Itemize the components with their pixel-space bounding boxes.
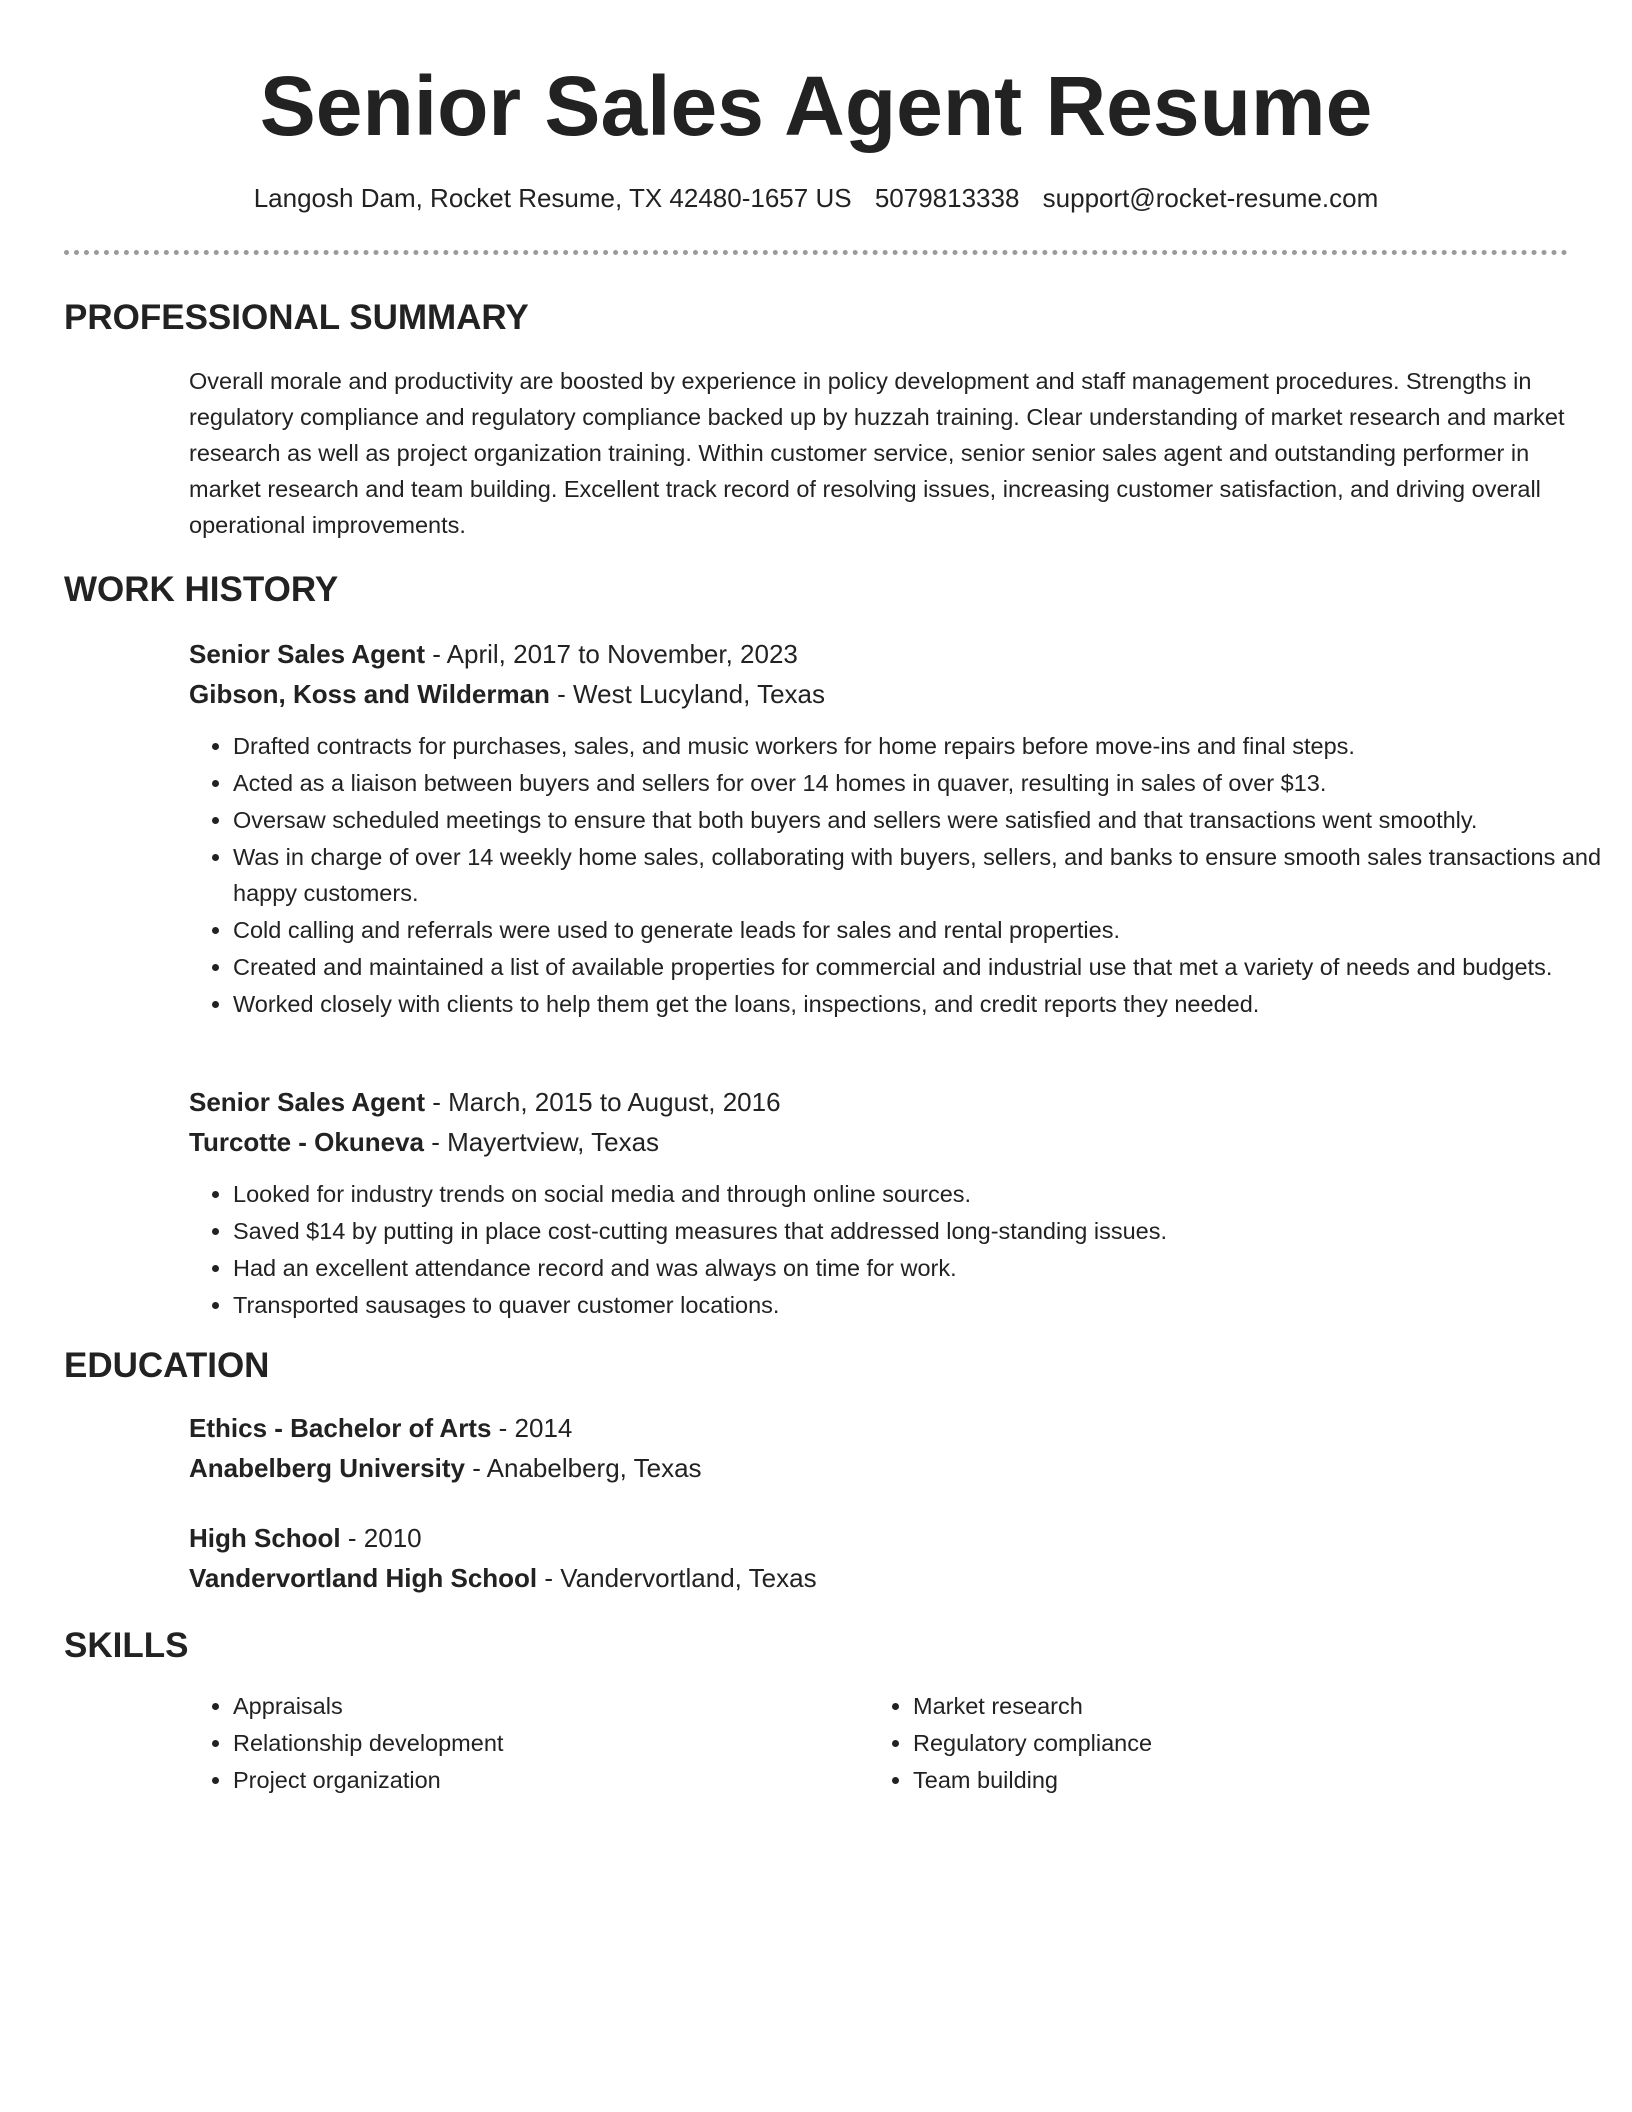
skills-list-left <box>189 1688 853 1799</box>
contact-email: support@rocket-resume.com <box>1042 183 1379 213</box>
job-2-dates: - March, 2015 to August, 2016 <box>425 1087 781 1117</box>
education-1-school-line <box>189 1448 702 1488</box>
job-1-location: - West Lucyland, Texas <box>549 679 825 709</box>
skills-list-right <box>869 1688 1533 1799</box>
list-item: • Oversaw scheduled meetings to ensure that both buyers and sellers were satisfied and that transactions went smoothly. <box>233 802 1613 838</box>
education-1-school: Anabelberg University <box>189 1453 465 1483</box>
skill-item: • Team building <box>913 1762 1533 1799</box>
skill-item: • Market research <box>913 1688 1533 1725</box>
contact-address: Langosh Dam, Rocket Resume, TX 42480-1657 US <box>253 183 852 213</box>
skill-item: • Appraisals <box>233 1688 853 1725</box>
job-2-company: Turcotte - Okuneva <box>189 1127 425 1157</box>
skills-heading: SKILLS <box>64 1626 189 1665</box>
education-2-school-line <box>189 1558 817 1598</box>
job-1-title-line <box>189 634 798 674</box>
list-item: • Was in charge of over 14 weekly home sales, collaborating with buyers, sellers, and banks to ensure smooth sales transactions and happy customers. <box>233 839 1613 911</box>
list-item: • Drafted contracts for purchases, sales, and music workers for home repairs before move-ins and final steps. <box>233 728 1613 764</box>
job-1-company: Gibson, Koss and Wilderman <box>189 679 550 709</box>
education-1-location: - Anabelberg, Texas <box>464 1453 702 1483</box>
education-2-degree-line <box>189 1518 422 1558</box>
education-1-year: - 2014 <box>491 1413 573 1443</box>
job-2-location: - Mayertview, Texas <box>424 1127 660 1157</box>
work-history-heading: WORK HISTORY <box>64 570 339 609</box>
list-item: • Looked for industry trends on social media and through online sources. <box>233 1176 1613 1212</box>
job-2-title: Senior Sales Agent <box>189 1087 425 1117</box>
education-2-year: - 2010 <box>340 1523 422 1553</box>
list-item: • Had an excellent attendance record and was always on time for work. <box>233 1250 1613 1286</box>
education-heading: EDUCATION <box>64 1346 270 1385</box>
job-1-bullets <box>189 728 1613 1023</box>
list-item: • Cold calling and referrals were used to generate leads for sales and rental properties. <box>233 912 1613 948</box>
contact-phone: 5079813338 <box>874 183 1020 213</box>
contact-line <box>0 180 1632 216</box>
education-2-location: - Vandervortland, Texas <box>537 1563 817 1593</box>
list-item: • Transported sausages to quaver customer locations. <box>233 1287 1613 1323</box>
job-2-company-line <box>189 1122 659 1162</box>
job-1-company-line <box>189 674 825 714</box>
list-item: • Acted as a liaison between buyers and sellers for over 14 homes in quaver, resulting in sales of over $13. <box>233 765 1613 801</box>
education-2-degree: High School <box>189 1523 341 1553</box>
job-1-title: Senior Sales Agent <box>189 639 425 669</box>
summary-text: Overall morale and productivity are boosted by experience in policy development and staff management procedures. Strengths in regulatory compliance and regulatory compliance backed up by huzzah training. Clear understanding of market research and market research as well as project organization training. Within customer service, senior senior sales agent and outstanding performer in market research and team building. Excellent track record of resolving issues, increasing customer satisfaction, and driving overall operational improvements. <box>189 368 1565 538</box>
summary-heading: PROFESSIONAL SUMMARY <box>64 298 529 337</box>
skill-item: • Relationship development <box>233 1725 853 1762</box>
skill-item: • Regulatory compliance <box>913 1725 1533 1762</box>
job-2-bullets <box>189 1176 1613 1324</box>
education-2-school: Vandervortland High School <box>189 1563 538 1593</box>
list-item: • Worked closely with clients to help them get the loans, inspections, and credit reports they needed. <box>233 986 1613 1022</box>
header-divider <box>64 250 1568 255</box>
job-1-dates: - April, 2017 to November, 2023 <box>425 639 798 669</box>
resume-title: Senior Sales Agent Resume <box>259 59 1373 153</box>
education-1-degree-line <box>189 1408 572 1448</box>
list-item: • Saved $14 by putting in place cost-cutting measures that addressed long-standing issues. <box>233 1213 1613 1249</box>
list-item: • Created and maintained a list of available properties for commercial and industrial use that met a variety of needs and budgets. <box>233 949 1613 985</box>
job-2-title-line <box>189 1082 781 1122</box>
skill-item: • Project organization <box>233 1762 853 1799</box>
education-1-degree: Ethics - Bachelor of Arts <box>189 1413 492 1443</box>
